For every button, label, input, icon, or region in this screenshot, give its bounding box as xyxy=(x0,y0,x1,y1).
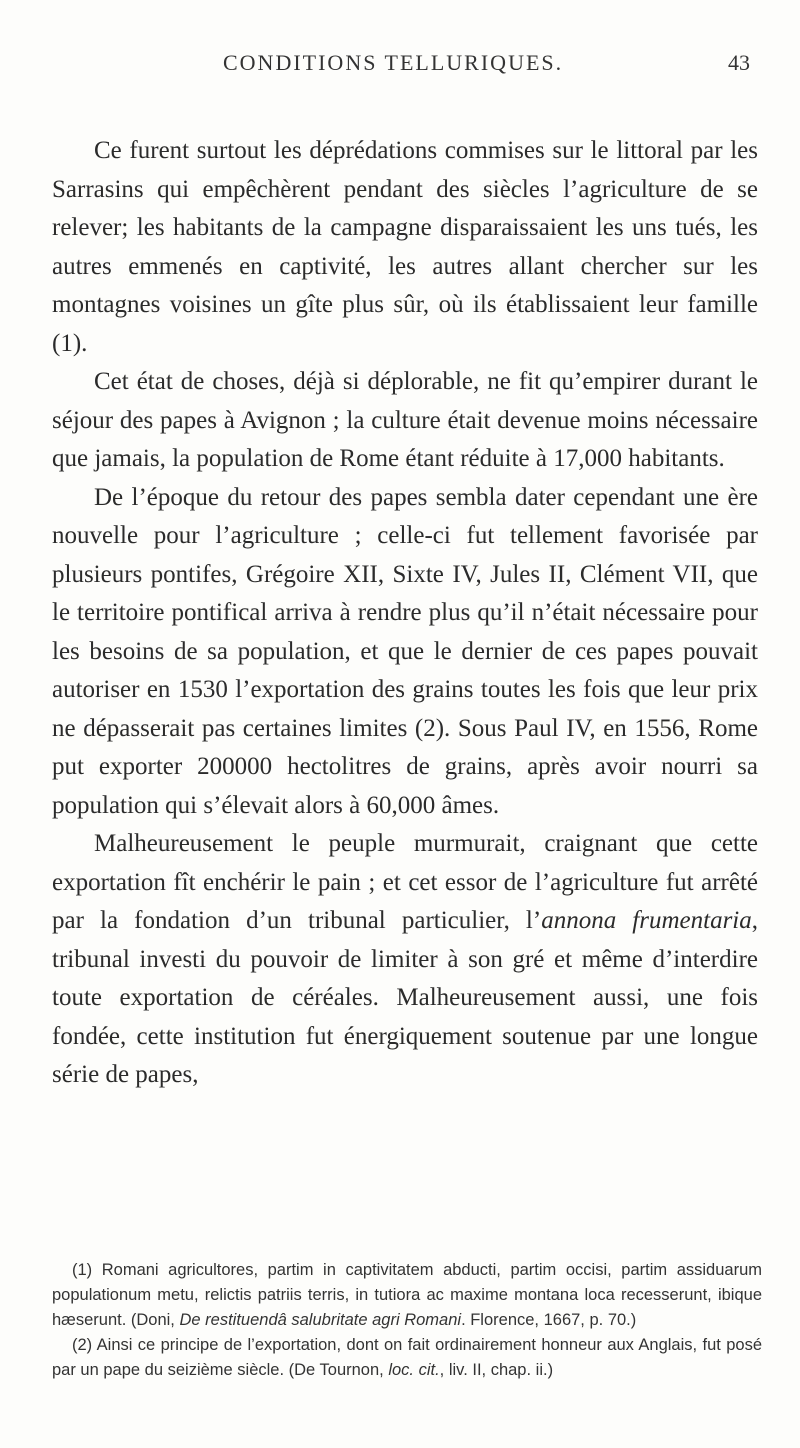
italic-term: annona frumentaria xyxy=(541,907,752,934)
body-text xyxy=(52,132,758,1095)
footnote-text: (2) Ainsi ce principe de l’exportation, dont on fait ordinairement honneur aux Anglais, fut posé par un pape du seizième siècle. (De Tournon, xyxy=(52,1336,762,1379)
paragraph-text: De l’époque du retour des papes sembla dater cependant une ère nouvelle pour l’agriculture ; celle-ci fut tellement favorisée par plusieurs pontifes, Grégoire XII, Sixte IV, Jules II, Clément VII, que le territoire pontifical arriva à rendre plus qu’il n’était nécessaire pour les besoins de sa population, et que le dernier de ces papes pouvait autoriser en 1530 l’exportation des grains toutes les fois que leur prix ne dépasserait pas certaines limites (2). Sous Paul IV, en 1556, Rome put exporter 200000 hectolitres de grains, après avoir nourri sa population qui s’élevait alors à 60,000 âmes. xyxy=(52,483,758,819)
paragraph xyxy=(52,132,758,363)
footnote-text: , liv. II, chap. ii.) xyxy=(439,1361,554,1379)
footnote-text: . Florence, 1667, p. 70.) xyxy=(461,1311,637,1329)
paragraph xyxy=(52,363,758,479)
paragraph xyxy=(52,479,758,826)
running-title: CONDITIONS TELLURIQUES. xyxy=(223,50,564,75)
page-number: 43 xyxy=(728,50,750,75)
paragraph xyxy=(52,825,758,1095)
running-head xyxy=(88,50,750,84)
footnote xyxy=(52,1258,762,1333)
paragraph-text: Malheureusement le peuple murmurait, craignant que cette exportation fît enchérir le pain ; et cet essor de l’agriculture fut arrêté par la fondation d’un tribunal particulier, l’ xyxy=(52,830,758,934)
paragraph-text: Ce furent surtout les déprédations commises sur le littoral par les Sarrasins qui empêchèrent pendant des siècles l’agriculture de se relever; les habitants de la campagne disparaissaient les uns tués, les autres emmenés en captivité, les autres allant chercher sur les montagnes voisines un gîte plus sûr, où ils établissaient leur famille (1). xyxy=(52,137,758,357)
paragraph-text: Cet état de choses, déjà si déplorable, ne fit qu’empirer durant le séjour des papes à Avignon ; la culture était devenue moins nécessaire que jamais, la population de Rome étant réduite à 17,000 habitants. xyxy=(52,368,758,472)
paragraph-text: , tribunal investi du pouvoir de limiter à son gré et même d’interdire toute exportation de céréales. Malheureusement aussi, une fois fondée, cette institution fut énergiquement soutenue par une longue série de papes, xyxy=(52,907,758,1088)
footnote-citation: loc. cit. xyxy=(388,1361,440,1379)
footnote xyxy=(52,1333,762,1383)
footnote-text: (1) Romani agricultores, partim in captivitatem abducti, partim occisi, partim assiduarum populationum metu, relictis patriis terris, in tutiora ac maxime montana loca recesserunt, ibique hæserunt. (Doni, xyxy=(52,1261,762,1329)
footnote-title: De restituendâ salubritate agri Romani xyxy=(179,1311,462,1329)
footnotes xyxy=(52,1258,762,1383)
